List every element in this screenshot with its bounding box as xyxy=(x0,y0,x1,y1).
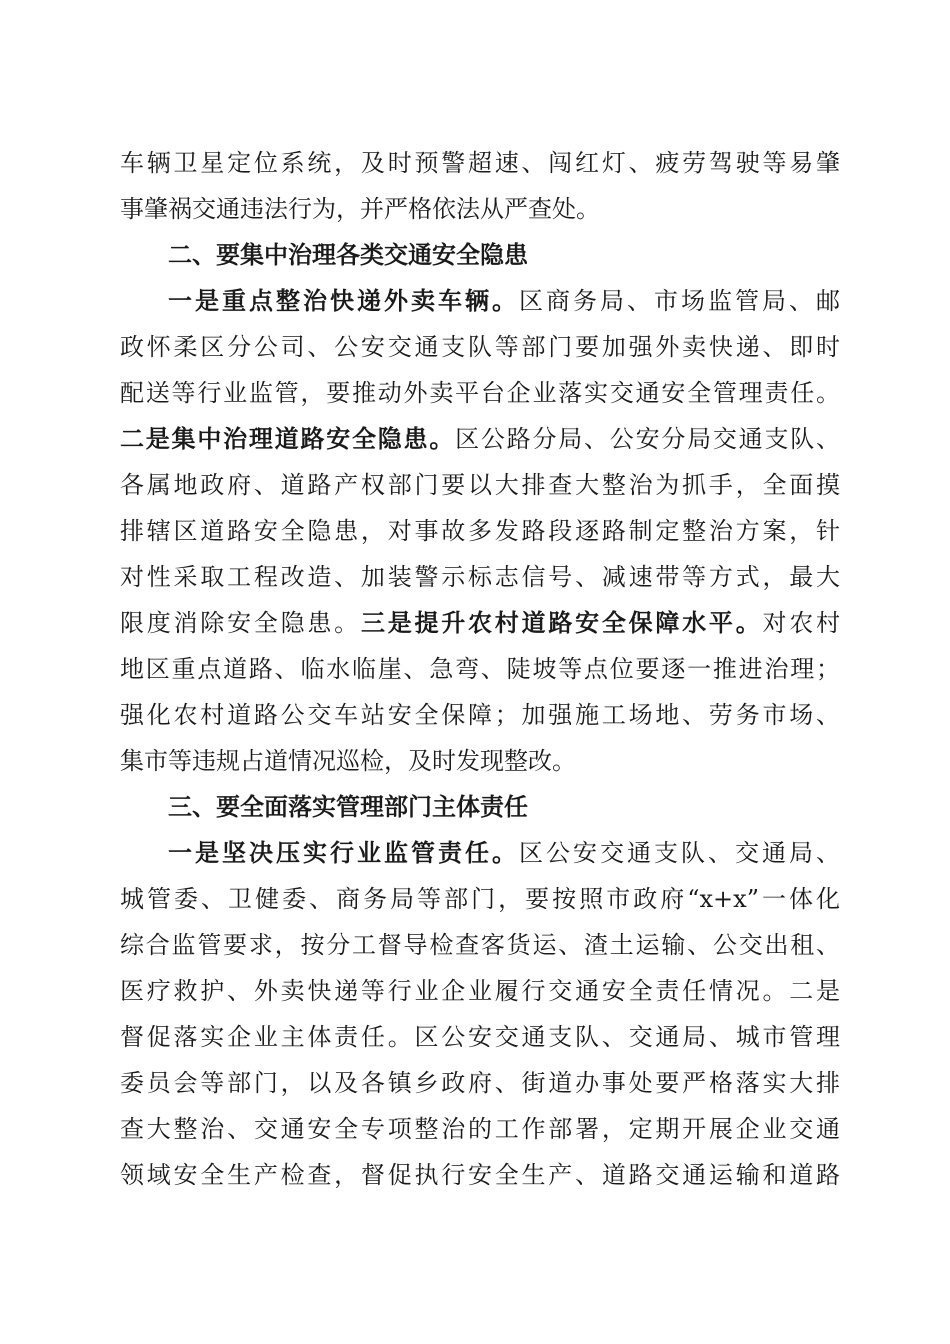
body-line: 各属地政府、道路产权部门要以大排查大整治为抓手，全面摸 xyxy=(120,471,840,499)
body-line: 督促落实企业主体责任。区公安交通支队、交通局、城市管理 xyxy=(120,1023,840,1051)
paragraph-first-line xyxy=(168,830,840,876)
paragraph-first-line xyxy=(168,278,840,324)
body-text: 区公安交通支队、交通局、 xyxy=(519,839,840,867)
body-line: 政怀柔区分公司、公安交通支队等部门要加强外卖快递、即时 xyxy=(120,333,840,361)
paragraph-lead: 二是集中治理道路安全隐患。 xyxy=(120,425,456,453)
paragraph-lead: 三是提升农村道路安全保障水平。 xyxy=(360,609,763,637)
body-line xyxy=(120,416,840,462)
body-line: 配送等行业监管，要推动外卖平台企业落实交通安全管理责任。 xyxy=(120,379,840,407)
body-text: 区公路分局、公安分局交通支队、 xyxy=(455,425,841,453)
body-line: 委员会等部门，以及各镇乡政府、街道办事处要严格落实大排 xyxy=(120,1069,840,1097)
body-text: 区商务局、市场监管局、邮 xyxy=(519,287,840,315)
body-line: 事肇祸交通违法行为，并严格依法从严查处。 xyxy=(120,195,600,223)
body-line: 医疗救护、外卖快递等行业企业履行交通安全责任情况。二是 xyxy=(120,977,840,1005)
body-line xyxy=(120,600,840,646)
paragraph-lead: 一是重点整治快递外卖车辆。 xyxy=(168,287,519,315)
section-heading: 二、要集中治理各类交通安全隐患 xyxy=(168,241,528,269)
paragraph-lead: 一是坚决压实行业监管责任。 xyxy=(168,839,519,867)
body-line: 领域安全生产检查，督促执行安全生产、道路交通运输和道路 xyxy=(120,1161,840,1189)
body-line: 查大整治、交通安全专项整治的工作部署，定期开展企业交通 xyxy=(120,1115,840,1143)
body-line: 地区重点道路、临水临崖、急弯、陡坡等点位要逐一推进治理； xyxy=(120,655,840,683)
body-line: 车辆卫星定位系统，及时预警超速、闯红灯、疲劳驾驶等易肇 xyxy=(120,149,840,177)
body-line: 对性采取工程改造、加装警示标志信号、减速带等方式，最大 xyxy=(120,563,840,591)
body-text: 对农村 xyxy=(762,609,841,637)
body-line: 集市等违规占道情况巡检，及时发现整改。 xyxy=(120,747,576,775)
body-line: 综合监管要求，按分工督导检查客货运、渣土运输、公交出租、 xyxy=(120,931,840,959)
body-text: 限度消除安全隐患。 xyxy=(120,609,361,637)
section-heading: 三、要全面落实管理部门主体责任 xyxy=(168,793,528,821)
body-line: 强化农村道路公交车站安全保障；加强施工场地、劳务市场、 xyxy=(120,701,840,729)
body-line: 排辖区道路安全隐患，对事故多发路段逐路制定整治方案，针 xyxy=(120,517,840,545)
body-line: 城管委、卫健委、商务局等部门，要按照市政府“x+x”一体化 xyxy=(120,885,840,913)
